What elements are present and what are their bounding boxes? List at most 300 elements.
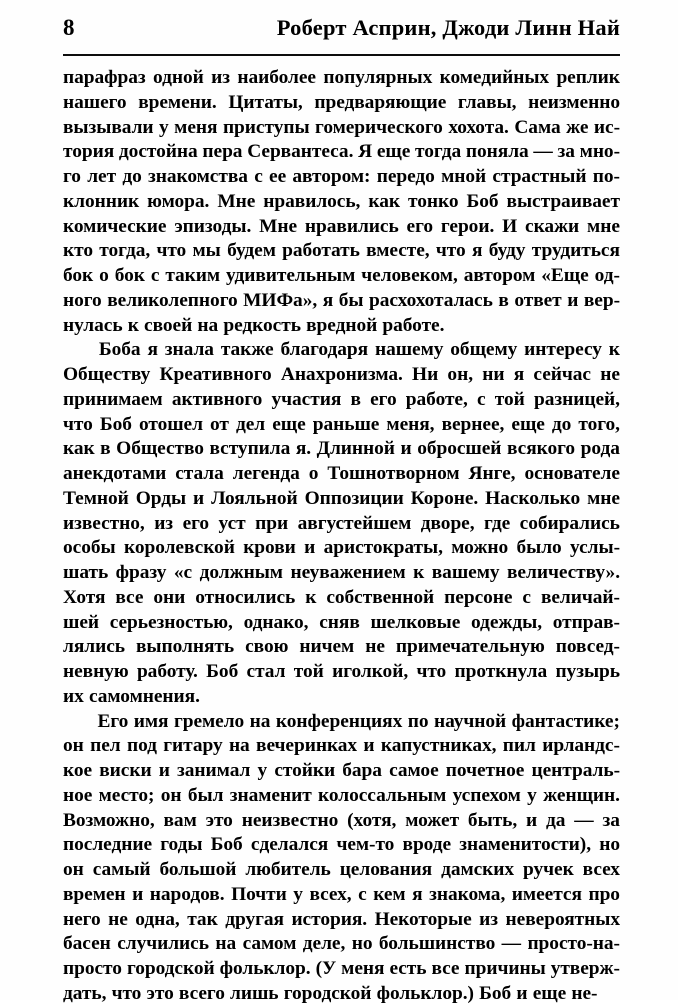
word: и — [363, 735, 375, 757]
text-line — [63, 858, 620, 883]
word: кем — [373, 883, 406, 905]
word: самое — [389, 760, 439, 781]
word: проткнула — [454, 661, 548, 682]
word: Мне — [217, 190, 256, 212]
word: к — [608, 339, 620, 361]
word: Мне — [259, 215, 298, 237]
word: до — [122, 166, 142, 187]
word: величай- — [540, 586, 620, 608]
word: герои. — [440, 215, 495, 237]
word: просто-на- — [527, 933, 620, 955]
word: автором — [463, 265, 536, 286]
text-line — [63, 660, 620, 685]
word: работе, — [405, 388, 468, 410]
word: был — [187, 784, 224, 806]
word: той — [494, 388, 525, 410]
word: все — [115, 586, 144, 608]
text-line — [63, 437, 620, 462]
word: еще — [272, 413, 306, 435]
text-line — [63, 264, 620, 289]
word: работу. — [136, 661, 198, 682]
word: может — [405, 809, 460, 831]
word: нашего — [63, 91, 127, 113]
word: принимаем — [63, 388, 163, 410]
word: но — [599, 834, 620, 856]
word: за — [557, 141, 575, 163]
word: можно — [451, 537, 509, 559]
text-line — [63, 635, 620, 660]
word: меня — [174, 116, 218, 138]
word: популярных — [323, 67, 433, 88]
word: Обществу — [63, 364, 151, 385]
word: Боба — [98, 339, 141, 361]
word: эпизоды. — [174, 215, 252, 237]
word: ирландс- — [542, 735, 620, 757]
word: рода — [580, 438, 620, 460]
word: бара — [342, 760, 382, 781]
word: главы, — [457, 91, 517, 113]
word: да — [546, 809, 566, 831]
word: последние — [63, 834, 153, 856]
word: меня, — [386, 413, 435, 435]
text-line — [63, 165, 620, 190]
word: собственной — [326, 586, 435, 608]
word: крови — [243, 537, 296, 559]
word: успехом — [452, 784, 521, 806]
word: городской — [126, 958, 215, 979]
word: просто — [63, 958, 122, 979]
word: отправ- — [552, 611, 620, 633]
header-rule — [63, 54, 620, 56]
text-line — [63, 338, 620, 363]
word: было — [516, 537, 562, 559]
word: расхохоталась — [369, 289, 493, 311]
word: будем — [227, 240, 276, 262]
word: легенда — [232, 463, 300, 484]
word: од- — [594, 265, 620, 286]
word: интересу — [524, 339, 602, 361]
word: дамских — [441, 859, 515, 880]
text-line — [63, 462, 620, 487]
word: ни — [482, 364, 505, 385]
word: самом — [242, 933, 297, 955]
word: конференциях — [275, 710, 403, 732]
word: участия — [271, 388, 342, 410]
body-text-block — [63, 66, 620, 1007]
word: бок — [114, 265, 145, 286]
word: неизменно — [528, 91, 620, 113]
word: удивительным — [226, 265, 356, 286]
word: предваряющие — [314, 91, 447, 113]
word: любитель — [245, 859, 331, 880]
word: так — [187, 908, 218, 930]
text-line — [63, 363, 620, 388]
word: бы — [338, 289, 364, 311]
word: величеству». — [507, 562, 620, 583]
word: Сама — [514, 116, 561, 138]
word: Почти — [231, 883, 287, 905]
word: и — [567, 289, 579, 311]
word: И — [502, 215, 518, 237]
word: еще — [376, 141, 411, 163]
word: Длинной — [316, 438, 395, 460]
word: с — [254, 166, 263, 187]
text-line — [63, 91, 620, 116]
word: выполнять — [135, 636, 235, 658]
word: не — [365, 636, 385, 658]
word: о — [99, 265, 109, 286]
word: его — [370, 388, 397, 410]
word: они — [153, 586, 186, 608]
word: он — [63, 859, 84, 880]
word: иголкой, — [332, 661, 409, 682]
word: невероятных — [505, 908, 620, 930]
word: где — [484, 512, 511, 534]
word: не — [600, 364, 620, 385]
word: Темной — [63, 487, 129, 509]
word: комедийных — [439, 67, 550, 88]
word: знаменитости), — [459, 834, 591, 856]
word: одежды, — [470, 611, 543, 633]
word: как — [63, 438, 95, 460]
word: с — [150, 265, 160, 286]
word: августейшем — [297, 512, 412, 534]
text-line — [63, 388, 620, 413]
word: основателе — [524, 463, 620, 484]
word: стал — [246, 661, 286, 682]
word: вам — [163, 809, 197, 831]
word: времени. — [138, 91, 217, 113]
word: вечеринках — [256, 735, 358, 757]
word: — — [533, 141, 553, 163]
text-line — [63, 586, 620, 611]
word: с — [522, 586, 531, 608]
text-line — [63, 66, 620, 91]
word: той — [293, 661, 324, 682]
word: ручек — [523, 859, 574, 880]
word: Короне. — [410, 487, 479, 509]
word: «Еще — [541, 265, 589, 286]
page-number: 8 — [63, 15, 75, 40]
word: и — [132, 883, 144, 905]
word: человеком, — [361, 265, 458, 286]
word: времен — [63, 883, 126, 905]
word: того, — [578, 413, 620, 435]
word: Некоторые — [374, 908, 472, 930]
word: пил — [502, 735, 536, 757]
word: наиболее — [237, 67, 316, 88]
text-line — [63, 512, 620, 537]
word: я — [513, 364, 525, 385]
word: народов. — [149, 883, 225, 905]
word: бок — [63, 265, 94, 286]
word: есть — [389, 958, 427, 979]
text-line — [63, 833, 620, 858]
word: хохота. — [448, 116, 509, 138]
word: его — [406, 215, 434, 237]
word: Боб — [466, 190, 499, 212]
paragraph — [63, 66, 620, 338]
word: вместе, — [366, 240, 430, 262]
word: все — [431, 958, 460, 979]
word: Ни — [412, 364, 439, 385]
word: юмора. — [147, 190, 210, 212]
word: лялись — [63, 636, 125, 658]
text-line — [63, 759, 620, 784]
word: Его — [97, 710, 129, 732]
word: мне — [587, 215, 620, 237]
paragraph-indent — [63, 338, 92, 363]
paragraph-indent — [63, 710, 92, 735]
word: вернее, — [441, 413, 505, 435]
word: примечательную — [395, 636, 545, 658]
word: пел — [90, 735, 121, 757]
word: тогда — [415, 141, 462, 163]
paragraph — [63, 338, 620, 709]
word: реплик — [556, 67, 620, 88]
word: причины — [464, 958, 546, 979]
word: и — [400, 438, 412, 460]
word: басен — [63, 933, 111, 955]
word: я — [471, 240, 483, 262]
word: я — [412, 883, 423, 905]
word: Насколько — [485, 487, 581, 509]
word: Креативного — [159, 364, 272, 385]
word: Янге, — [468, 463, 516, 484]
word: особы — [63, 537, 116, 559]
paragraph — [63, 710, 620, 1007]
text-line — [63, 883, 620, 908]
word: его — [182, 512, 210, 534]
word: гомерического — [315, 116, 443, 138]
word: место; — [98, 784, 155, 806]
word: мы — [192, 240, 221, 262]
word: фразу — [115, 562, 167, 583]
word: от — [210, 413, 229, 435]
word: имеется — [511, 883, 582, 905]
word: случились — [117, 933, 209, 955]
word: это — [205, 809, 233, 831]
word: Орды — [135, 487, 187, 509]
word: Возможно, — [63, 809, 155, 831]
word: дел — [235, 413, 266, 435]
word: ное — [63, 784, 93, 806]
word: знаменит — [229, 784, 312, 806]
word: у — [159, 116, 169, 138]
word: шей — [63, 611, 99, 633]
word: вступила — [209, 438, 291, 460]
text-line — [63, 809, 620, 834]
word: вызывали — [63, 116, 154, 138]
word: и — [526, 809, 538, 831]
text-line — [63, 611, 620, 636]
word: же — [566, 116, 589, 138]
word: научной — [433, 710, 507, 732]
word: как — [368, 190, 400, 212]
word: (У — [315, 958, 337, 979]
word: невную — [63, 661, 129, 682]
word: фольклор. — [219, 958, 311, 979]
word: общему — [450, 339, 518, 361]
word: комические — [63, 215, 167, 237]
word: одной — [153, 67, 204, 88]
text-line — [63, 536, 620, 561]
word: пера — [202, 141, 243, 163]
word: женщин. — [543, 784, 620, 806]
word: почетное — [445, 760, 525, 781]
word: что — [63, 413, 93, 435]
word: он, — [447, 364, 473, 385]
word: большинство — [378, 933, 496, 955]
word: к — [413, 562, 425, 583]
word: всякого — [506, 438, 576, 460]
word: достойна — [118, 141, 198, 163]
word: вроде — [402, 834, 452, 856]
word: Анахронизма. — [280, 364, 403, 385]
word: Общество — [116, 438, 204, 460]
word: я. — [295, 438, 312, 460]
word: по — [407, 710, 429, 732]
word: также — [220, 339, 274, 361]
word: услы- — [570, 537, 620, 559]
word: сейчас — [533, 364, 591, 385]
text-line — [63, 190, 620, 215]
word: по- — [592, 166, 620, 187]
word: годы — [160, 834, 203, 856]
word: разницей, — [533, 388, 620, 410]
word: в — [498, 289, 509, 311]
word: однако, — [243, 611, 309, 633]
word: тогда, — [99, 240, 151, 262]
word: что — [416, 661, 447, 682]
word: выстраивает — [506, 190, 620, 212]
word: под — [126, 735, 157, 757]
word: из — [154, 512, 174, 534]
word: буду — [488, 240, 526, 262]
word: МИФа», — [243, 289, 318, 311]
word: автором: — [292, 166, 371, 187]
word: стойки — [274, 760, 336, 781]
word: всех, — [309, 883, 352, 905]
text-line: нулась к своей на редкость вредной работе. — [63, 314, 445, 336]
word: кто — [63, 240, 93, 262]
text-line — [63, 561, 620, 586]
word: нашему — [374, 339, 444, 361]
word: персоне — [444, 586, 513, 608]
word: не — [108, 908, 128, 930]
word: Лояльной — [211, 487, 298, 509]
word: дворе, — [420, 512, 475, 534]
word: еще — [511, 413, 545, 435]
word: парафраз — [63, 67, 146, 88]
word: шать — [63, 562, 109, 583]
word: ее — [269, 166, 287, 187]
word: что — [156, 240, 187, 262]
word: нравились — [304, 215, 399, 237]
word: лет — [87, 166, 117, 187]
word: к — [305, 586, 317, 608]
word: у — [293, 883, 303, 905]
word: в — [350, 388, 361, 410]
word: аристократы, — [323, 537, 443, 559]
word: Тошнотворном — [327, 463, 460, 484]
word: за — [602, 809, 620, 831]
word: он — [63, 735, 84, 757]
word: деле, — [302, 933, 346, 955]
text-line — [63, 932, 620, 957]
word: активного — [171, 388, 263, 410]
word: обросшей — [417, 438, 502, 460]
word: с — [358, 883, 367, 905]
word: колоссальным — [317, 784, 447, 806]
word: тория — [63, 141, 115, 163]
word: у — [257, 760, 268, 781]
word: неизвестно — [241, 809, 339, 831]
word: я — [322, 289, 334, 311]
word: Хотя — [63, 586, 106, 608]
word: великолепного — [107, 289, 238, 311]
word: — — [501, 933, 522, 955]
text-line: дать, что это всего лишь городской фольклор.) Боб и еще не- — [63, 982, 598, 1004]
word: всех — [582, 859, 620, 880]
word: капустниках, — [380, 735, 497, 757]
word: до — [551, 413, 572, 435]
word: ничем — [299, 636, 355, 658]
word: известно, — [63, 512, 145, 534]
word: мной — [441, 166, 487, 187]
word: анекдотами — [63, 463, 167, 484]
running-title: Роберт Асприн, Джоди Линн Най — [276, 15, 620, 40]
word: знакомства — [148, 166, 248, 187]
text-line — [63, 239, 620, 264]
word: целования — [339, 859, 433, 880]
running-header — [63, 16, 620, 40]
word: нравилось, — [263, 190, 361, 212]
text-line — [63, 116, 620, 141]
word: клонник — [63, 190, 140, 212]
word: кое — [63, 760, 93, 781]
word: «с — [173, 562, 193, 583]
word: мне — [587, 487, 620, 509]
word: королевской — [123, 537, 235, 559]
word: другая — [225, 908, 284, 930]
word: благодаря — [280, 339, 369, 361]
word: самый — [92, 859, 151, 880]
text-line — [63, 784, 620, 809]
text-line — [63, 140, 620, 165]
word: него — [63, 908, 101, 930]
word: в — [100, 438, 111, 460]
word: что — [435, 240, 466, 262]
word: и — [304, 537, 316, 559]
word: и — [193, 487, 205, 509]
word: на — [249, 710, 271, 732]
text-line — [63, 908, 620, 933]
word: пузырь — [555, 661, 620, 682]
word: (хотя, — [347, 809, 397, 831]
word: уст — [218, 512, 246, 534]
word: относились — [195, 586, 296, 608]
word: работать — [282, 240, 360, 262]
word: история. — [291, 908, 368, 930]
word: у — [527, 784, 537, 806]
word: передо — [376, 166, 435, 187]
text-line: их самомнения. — [63, 685, 200, 707]
word: серьезностью, — [109, 611, 233, 633]
word: он — [160, 784, 182, 806]
word: централь- — [531, 760, 620, 781]
word: ответ — [514, 289, 562, 311]
